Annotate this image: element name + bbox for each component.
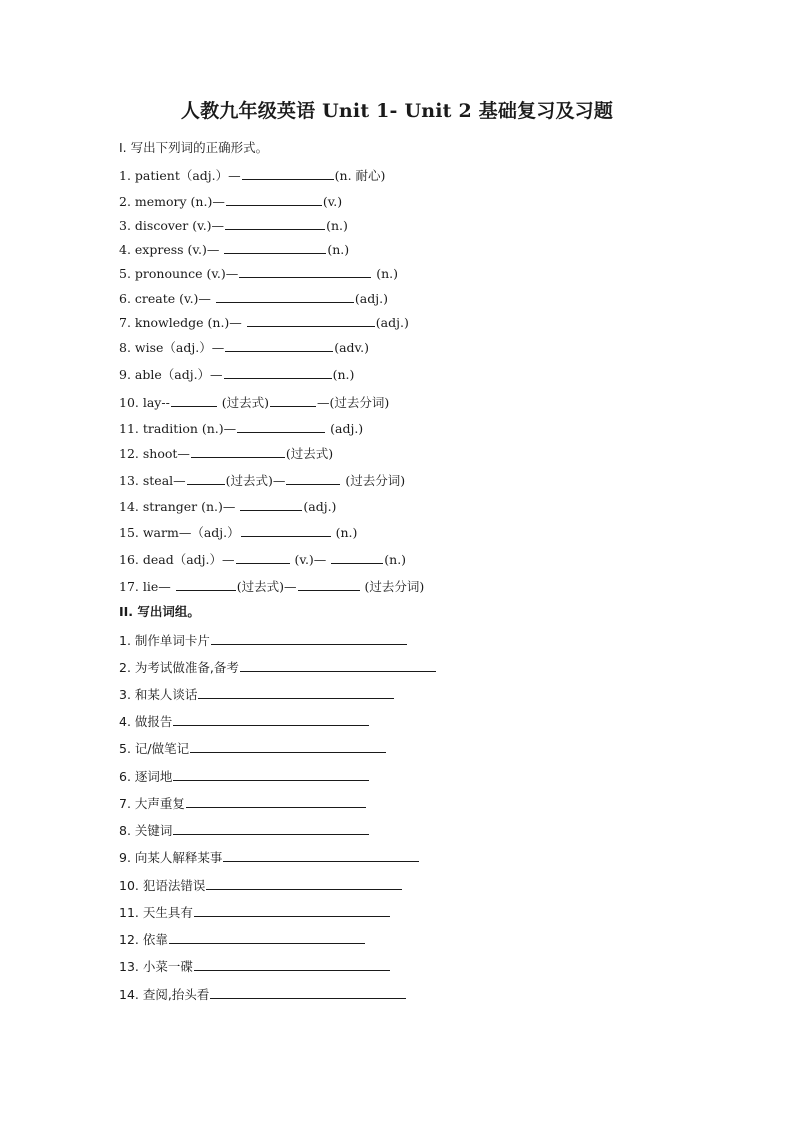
exercise-2-12 xyxy=(119,931,366,948)
answer-blank[interactable] xyxy=(190,740,386,753)
page-title: 人教九年级英语 Unit 1- Unit 2 基础复习及习题 xyxy=(180,100,614,122)
hint: (n.) xyxy=(332,367,355,382)
answer-blank[interactable] xyxy=(198,686,394,699)
prompt: 12. shoot— xyxy=(119,446,190,461)
answer-blank[interactable] xyxy=(194,904,390,917)
answer-blank[interactable] xyxy=(211,632,407,645)
hint: (n.) xyxy=(384,552,407,567)
answer-blank[interactable] xyxy=(298,578,360,591)
exercise-1-11 xyxy=(119,420,363,437)
prompt: 7. 大声重复 xyxy=(119,796,185,811)
exercise-1-10 xyxy=(119,394,389,411)
prompt: 3. discover (v.)— xyxy=(119,218,225,233)
answer-blank[interactable] xyxy=(239,265,371,278)
prompt: 13. 小菜一碟 xyxy=(119,959,193,974)
prompt: 2. memory (n.)— xyxy=(119,194,225,209)
section-1-heading: I. 写出下列词的正确形式。 xyxy=(119,140,269,155)
hint: (过去式)— xyxy=(236,579,297,594)
answer-blank[interactable] xyxy=(223,849,419,862)
answer-blank[interactable] xyxy=(169,931,365,944)
exercise-2-14 xyxy=(119,986,407,1003)
exercise-2-10 xyxy=(119,877,403,894)
answer-blank[interactable] xyxy=(242,167,334,180)
hint: (n.) xyxy=(327,242,350,257)
answer-blank[interactable] xyxy=(240,659,436,672)
prompt: 5. pronounce (v.)— xyxy=(119,266,239,281)
exercise-1-1 xyxy=(119,167,385,184)
hint: (v.)— xyxy=(290,552,331,567)
answer-blank[interactable] xyxy=(206,877,402,890)
answer-blank[interactable] xyxy=(225,339,333,352)
prompt: 7. knowledge (n.)— xyxy=(119,315,246,330)
answer-blank[interactable] xyxy=(173,713,369,726)
prompt: 5. 记/做笔记 xyxy=(119,741,190,756)
prompt: 14. stranger (n.)— xyxy=(119,499,240,514)
answer-blank[interactable] xyxy=(173,822,369,835)
hint: (n.) xyxy=(326,218,348,233)
answer-blank[interactable] xyxy=(225,217,325,230)
exercise-2-13 xyxy=(119,958,391,975)
exercise-2-4 xyxy=(119,713,370,730)
exercise-1-8 xyxy=(119,339,369,356)
prompt: 10. 犯语法错误 xyxy=(119,878,206,893)
exercise-2-6 xyxy=(119,768,370,785)
prompt: 3. 和某人谈话 xyxy=(119,687,198,702)
exercise-1-13 xyxy=(119,472,405,489)
prompt: 14. 查阅,抬头看 xyxy=(119,987,210,1002)
prompt: 8. wise（adj.）— xyxy=(119,340,225,355)
prompt: 9. 向某人解释某事 xyxy=(119,850,223,865)
hint: (v.) xyxy=(322,194,343,209)
prompt: 1. patient（adj.）— xyxy=(119,168,241,183)
exercise-2-8 xyxy=(119,822,370,839)
prompt: 6. create (v.)— xyxy=(119,291,215,306)
prompt: 1. 制作单词卡片 xyxy=(119,633,210,648)
exercise-2-11 xyxy=(119,904,391,921)
prompt: 17. lie— xyxy=(119,579,175,594)
exercise-2-7 xyxy=(119,795,367,812)
prompt: 6. 逐词地 xyxy=(119,769,173,784)
hint: (adj.) xyxy=(326,421,364,436)
answer-blank[interactable] xyxy=(286,472,340,485)
answer-blank[interactable] xyxy=(210,986,406,999)
prompt: 12. 依靠 xyxy=(119,932,168,947)
hint: (过去分词) xyxy=(360,579,425,594)
answer-blank[interactable] xyxy=(224,366,332,379)
answer-blank[interactable] xyxy=(171,394,217,407)
prompt: 13. steal— xyxy=(119,473,186,488)
hint: (过去式) xyxy=(285,446,334,461)
hint: (adj.) xyxy=(303,499,337,514)
hint: (过去式)— xyxy=(225,473,286,488)
hint: (n. 耐心) xyxy=(334,168,386,183)
answer-blank[interactable] xyxy=(240,498,302,511)
answer-blank[interactable] xyxy=(241,524,331,537)
exercise-2-5 xyxy=(119,740,387,757)
answer-blank[interactable] xyxy=(186,795,366,808)
hint: (过去分词) xyxy=(341,473,406,488)
exercise-2-9 xyxy=(119,849,420,866)
hint: (过去式) xyxy=(217,395,270,410)
prompt: 4. 做报告 xyxy=(119,714,173,729)
hint: (n.) xyxy=(331,525,358,540)
exercise-1-6 xyxy=(119,290,388,307)
exercise-1-5 xyxy=(119,265,398,282)
answer-blank[interactable] xyxy=(191,445,285,458)
hint: (adj.) xyxy=(375,315,409,330)
prompt: 10. lay-- xyxy=(119,395,170,410)
exercise-1-16 xyxy=(119,551,406,568)
prompt: 11. tradition (n.)— xyxy=(119,421,237,436)
section-2-heading: II. 写出词组。 xyxy=(119,604,200,619)
prompt: 11. 天生具有 xyxy=(119,905,193,920)
answer-blank[interactable] xyxy=(237,420,325,433)
prompt: 2. 为考试做准备,备考 xyxy=(119,660,239,675)
hint: (n.) xyxy=(372,266,399,281)
exercise-1-7 xyxy=(119,314,409,331)
exercise-1-17 xyxy=(119,578,424,595)
answer-blank[interactable] xyxy=(187,472,225,485)
answer-blank[interactable] xyxy=(236,551,290,564)
prompt: 4. express (v.)— xyxy=(119,242,224,257)
prompt: 8. 关键词 xyxy=(119,823,173,838)
answer-blank[interactable] xyxy=(216,290,354,303)
exercise-1-15 xyxy=(119,524,357,541)
exercise-1-4 xyxy=(119,241,349,258)
exercise-1-14 xyxy=(119,498,336,515)
exercise-2-3 xyxy=(119,686,395,703)
exercise-1-3 xyxy=(119,217,348,234)
exercise-2-1 xyxy=(119,632,408,649)
prompt: 16. dead（adj.）— xyxy=(119,552,235,567)
answer-blank[interactable] xyxy=(176,578,236,591)
answer-blank[interactable] xyxy=(247,314,375,327)
answer-blank[interactable] xyxy=(173,768,369,781)
exercise-1-9 xyxy=(119,366,354,383)
hint: —(过去分词) xyxy=(317,395,390,410)
hint: (adj.) xyxy=(354,291,388,306)
hint: (adv.) xyxy=(334,340,369,355)
exercise-1-2 xyxy=(119,193,342,210)
prompt: 9. able（adj.）— xyxy=(119,367,223,382)
answer-blank[interactable] xyxy=(224,241,326,254)
exercise-2-2 xyxy=(119,659,437,676)
answer-blank[interactable] xyxy=(270,394,316,407)
exercise-1-12 xyxy=(119,445,333,462)
answer-blank[interactable] xyxy=(226,193,322,206)
prompt: 15. warm—（adj.） xyxy=(119,525,240,540)
answer-blank[interactable] xyxy=(194,958,390,971)
answer-blank[interactable] xyxy=(331,551,383,564)
